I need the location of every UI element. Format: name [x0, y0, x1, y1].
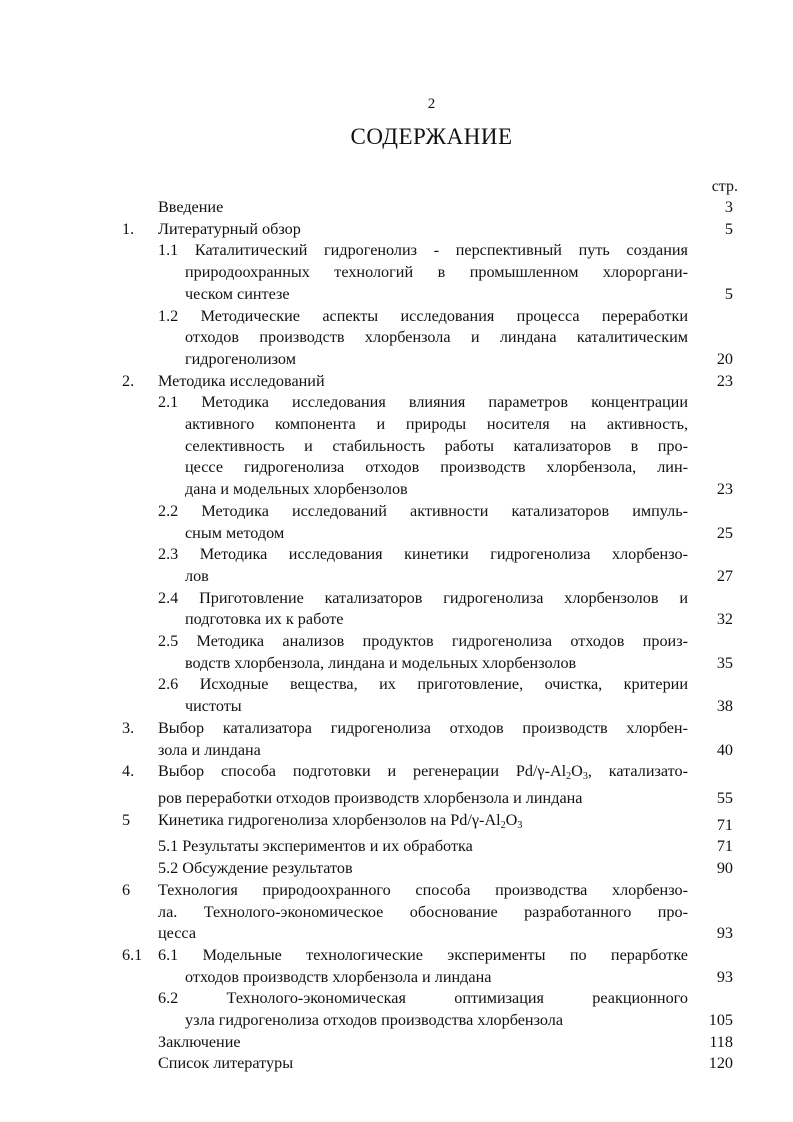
toc-entry [0, 1032, 793, 1054]
toc-entry-text: гидрогенолизом [185, 349, 296, 368]
toc-entry-number: 2. [122, 371, 135, 390]
toc-entry-page: 120 [708, 1054, 733, 1073]
toc-entry-text: 2.4 Приготовление катализаторов гидрогенолиза хлорбензолов и [158, 588, 688, 607]
toc-entry-text: Заключение [158, 1032, 241, 1051]
toc-entry-page: 71 [716, 815, 733, 834]
toc-entry [0, 544, 793, 587]
toc-entry [0, 501, 793, 544]
toc-entry-text: 2.1 Методика исследования влияния параметров концентрации [158, 393, 688, 412]
toc-entry-text: 1.2 Методические аспекты исследования процесса переработки [158, 306, 688, 325]
toc-entry-text: Кинетика гидрогенолиза хлорбензолов на $Pd/\gamma-Al_2O_3$ [158, 810, 523, 831]
toc-entry-page: 71 [716, 837, 733, 856]
toc-entry-text: чистоты [185, 697, 242, 716]
table-of-contents [0, 197, 793, 1075]
toc-entry-page: 93 [716, 967, 733, 986]
page-title: СОДЕРЖАНИЕ [350, 124, 513, 149]
toc-entry-text: цесса [158, 924, 197, 943]
page-column-header: стр. [711, 178, 738, 195]
toc-entry-number: 5 [122, 810, 131, 829]
toc-entry-page: 23 [716, 371, 733, 390]
toc-entry-number: 3. [122, 718, 135, 737]
toc-entry-text: 2.3 Методика исследования кинетики гидрогенолиза хлорбензо- [158, 545, 688, 564]
toc-entry-page: 32 [716, 610, 733, 629]
toc-entry-text: зола и линдана [158, 740, 261, 759]
toc-entry-text: ческом синтезе [185, 284, 290, 303]
toc-entry-page: 118 [709, 1032, 733, 1051]
toc-entry-text: 2.5 Методика анализов продуктов гидрогенолиза отходов произ- [158, 632, 688, 651]
toc-entry-text: отходов производств хлорбензола и линдана [185, 967, 492, 986]
toc-entry-page: 35 [716, 653, 733, 672]
toc-entry-text: Выбор катализатора гидрогенолиза отходов производств хлорбен- [158, 718, 688, 737]
toc-entry-text: ров переработки отходов производств хлорбензола и линдана [158, 788, 583, 807]
toc-entry-text: Список литературы [158, 1054, 294, 1073]
toc-entry-text: отходов производств хлорбензола и линдана каталитическим [185, 328, 688, 347]
toc-entry-text: 5.2 Обсуждение результатов [158, 859, 353, 878]
toc-entry-number: 4. [122, 762, 135, 781]
toc-entry-page: 38 [716, 697, 733, 716]
toc-entry [0, 588, 793, 631]
toc-entry-text: 5.1 Результаты экспериментов и их обработка [158, 837, 473, 856]
toc-entry [0, 371, 793, 393]
toc-entry-text: Литературный обзор [158, 219, 301, 238]
toc-entry [0, 836, 793, 858]
toc-entry-text: водств хлорбензола, линдана и модельных хлорбензолов [185, 653, 577, 672]
toc-entry-text: 1.1 Каталитический гидрогенолиз - перспективный путь создания [158, 241, 688, 260]
toc-entry [0, 1053, 793, 1075]
toc-entry-page: 5 [724, 284, 733, 303]
toc-entry [0, 880, 793, 945]
toc-entry-text: подготовка их к работе [185, 610, 344, 629]
toc-entry-text: сным методом [185, 523, 285, 542]
toc-entry-page: 23 [716, 480, 733, 499]
toc-entry-text: Технология природоохранного способа производства хлорбензо- [158, 880, 688, 899]
toc-entry-text: ла. Технолого-экономическое обоснование разработанного про- [158, 902, 688, 921]
toc-entry [0, 631, 793, 674]
toc-entry-page: 93 [716, 924, 733, 943]
toc-entry-text: Введение [158, 198, 224, 216]
toc-entry-text: активного компонента и природы носителя на активность, [185, 415, 688, 434]
toc-entry-text: узла гидрогенолиза отходов производства хлорбензола [185, 1011, 564, 1030]
toc-entry-page: 20 [716, 349, 733, 368]
toc-entry [0, 858, 793, 880]
toc-entry [0, 392, 793, 501]
toc-entry-text: Выбор способа подготовки и регенерации $Pd/\gamma-Al_2O_3$, катализато- [158, 762, 689, 783]
toc-entry [0, 810, 793, 837]
toc-entry-page: 25 [716, 523, 733, 542]
toc-entry-page: 3 [724, 198, 733, 216]
page-number: 2 [427, 96, 436, 112]
toc-entry-text: цессе гидрогенолиза отходов производств хлорбензола, лин- [185, 458, 688, 477]
toc-entry-page: 27 [716, 566, 733, 585]
toc-entry [0, 240, 793, 305]
toc-entry-text: 6.2 Технолого-экономическая оптимизация реакционного [158, 989, 688, 1008]
toc-entry [0, 718, 793, 761]
toc-entry [0, 945, 793, 988]
toc-entry [0, 197, 793, 219]
toc-entry-page: 55 [716, 788, 733, 807]
toc-entry-text: 6.1 Модельные технологические эксперименты по перарботке [158, 945, 688, 964]
toc-entry-page: 90 [716, 859, 733, 878]
toc-entry-text: природоохранных технологий в промышленном хлороргани- [185, 263, 688, 282]
toc-entry-page: 40 [716, 740, 733, 759]
toc-entry [0, 306, 793, 371]
toc-entry-page: 105 [708, 1011, 733, 1030]
toc-entry-text: 2.2 Методика исследований активности катализаторов импуль- [158, 501, 688, 520]
toc-entry-text: лов [185, 566, 209, 585]
toc-entry-text: 2.6 Исходные вещества, их приготовление, очистка, критерии [158, 675, 688, 694]
toc-entry-number: 6.1 [122, 945, 143, 964]
toc-entry-text: селективность и стабильность работы катализаторов в про- [185, 436, 688, 455]
toc-entry-number: 1. [122, 219, 135, 238]
toc-entry-text: дана и модельных хлорбензолов [185, 480, 408, 499]
toc-entry [0, 761, 793, 809]
toc-entry-page: 5 [724, 219, 733, 238]
toc-entry [0, 674, 793, 717]
toc-entry-number: 6 [122, 880, 131, 899]
toc-entry [0, 219, 793, 241]
toc-entry-text: Методика исследований [158, 371, 325, 390]
toc-entry [0, 988, 793, 1031]
